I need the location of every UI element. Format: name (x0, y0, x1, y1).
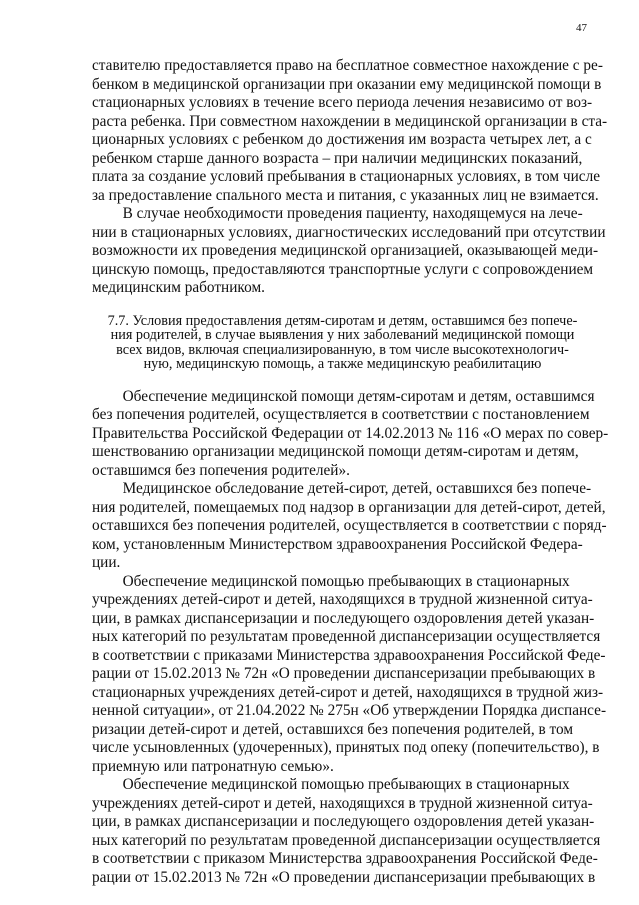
paragraphs-bottom (92, 387, 609, 888)
text-line: ризации детей-сирот и детей, оставшихся без попечения родителей, в том (92, 720, 574, 738)
paragraph (92, 57, 608, 205)
text-line: приемную или патронатную семью». (92, 757, 334, 775)
paragraph (92, 205, 606, 298)
text-line: рации от 15.02.2013 № 72н «О проведении диспансеризации пребывающих в (92, 868, 596, 886)
text-line: за предоставление спального места и питания, с указанных лиц не взимается. (92, 186, 599, 204)
paragraph (92, 776, 601, 887)
text-line: ции, в рамках диспансеризации и последующего оздоровления детей указан- (92, 609, 595, 627)
text-line: медицинским работником. (92, 279, 265, 296)
document-body (92, 57, 609, 887)
heading-line: ную, медицинскую помощь, а также медицинскую реабилитацию (143, 356, 542, 373)
paragraph (92, 387, 609, 481)
text-line: стационарных учреждениях детей-сирот и детей, находящихся в трудной жиз- (92, 683, 604, 701)
text-line: раста ребенка. При совместном нахождении в медицинской организации в ста- (92, 112, 608, 130)
text-line: ставителю предоставляется право на бесплатное совместное нахождение с ре- (92, 57, 603, 74)
page-number: 47 (576, 22, 587, 34)
heading-line: всех видов, включая специализированную, в том числе высокотехнологич- (116, 341, 569, 358)
heading-line: 7.7. Условия предоставления детям-сиротам и детям, оставшимся без попече- (107, 312, 578, 329)
text-line: ции, в рамках диспансеризации и последующего оздоровления детей указан- (92, 813, 595, 831)
text-line: Медицинское обследование детей-сирот, детей, оставшихся без попече- (92, 480, 592, 498)
text-line: учреждениях детей-сирот и детей, находящихся в трудной жизненной ситуа- (92, 794, 593, 812)
text-line: учреждениях детей-сирот и детей, находящихся в трудной жизненной ситуа- (92, 591, 593, 609)
text-line: рации от 15.02.2013 № 72н «О проведении диспансеризации пребывающих в (92, 665, 596, 683)
text-line: без попечения родителей, осуществляется в соответствии с постановлением (92, 406, 590, 424)
text-line: в соответствии с приказами Министерства здравоохранения Российской Феде- (92, 646, 606, 664)
text-line: цинскую помощь, предоставляются транспортные услуги с сопровождением (92, 260, 594, 278)
text-line: оставшихся без попечения родителей, осуществляется в соответствии с поряд- (92, 517, 607, 535)
text-line: бенком в медицинской организации при оказании ему медицинской помощи в (92, 75, 602, 93)
text-line: ком, установленным Министерством здравоохранения Российской Федера- (92, 535, 583, 553)
text-line: Обеспечение медицинской помощью пребывающих в стационарных (92, 776, 570, 794)
text-line: в соответствии с приказом Министерства здравоохранения Российской Феде- (92, 850, 598, 868)
heading-line: ния родителей, в случае выявления у них заболеваний медицинской помощи (110, 327, 575, 344)
text-line: ных категорий по результатам проведенной диспансеризации осуществляется (92, 628, 601, 646)
text-line: ции. (92, 554, 121, 572)
text-line: возможности их проведения медицинской организацией, оказывающей меди- (92, 242, 599, 259)
text-line: плата за создание условий пребывания в стационарных условиях, в том числе (92, 168, 601, 185)
text-line: Правительства Российской Федерации от 14.02.2013 № 116 «О мерах по совер- (92, 424, 609, 442)
text-line: Обеспечение медицинской помощи детям-сиротам и детям, оставшимся (92, 387, 595, 405)
text-line: Обеспечение медицинской помощью пребывающих в стационарных (92, 572, 570, 590)
text-line: шенствованию организации медицинской помощи детям-сиротам и детям, (92, 443, 579, 461)
text-line: оставшимся без попечения родителей». (92, 461, 350, 479)
section-heading (92, 314, 593, 372)
text-line: ных категорий по результатам проведенной диспансеризации осуществляется (92, 831, 601, 849)
paragraph (92, 572, 607, 777)
text-line: стационарных условиях в течение всего периода лечения независимо от воз- (92, 94, 593, 111)
text-line: ребенком старше данного возраста – при наличии медицинских показаний, (92, 149, 583, 167)
text-line: ния родителей, помещаемых под надзор в организации для детей-сирот, детей, (92, 498, 606, 516)
text-line: числе усыновленных (удочеренных), принятых под опеку (попечительство), в (92, 739, 600, 757)
paragraphs-top (92, 57, 608, 298)
text-line: ненной ситуации», от 21.04.2022 № 275н «Об утверждении Порядка диспансе- (92, 702, 607, 720)
text-line: В случае необходимости проведения пациенту, находящемуся на лече- (92, 205, 583, 222)
text-line: нии в стационарных условиях, диагностических исследований при отсутствии (92, 223, 606, 241)
text-line: ционарных условиях с ребенком до достижения им возраста четырех лет, а с (92, 131, 592, 148)
paragraph (92, 480, 607, 573)
